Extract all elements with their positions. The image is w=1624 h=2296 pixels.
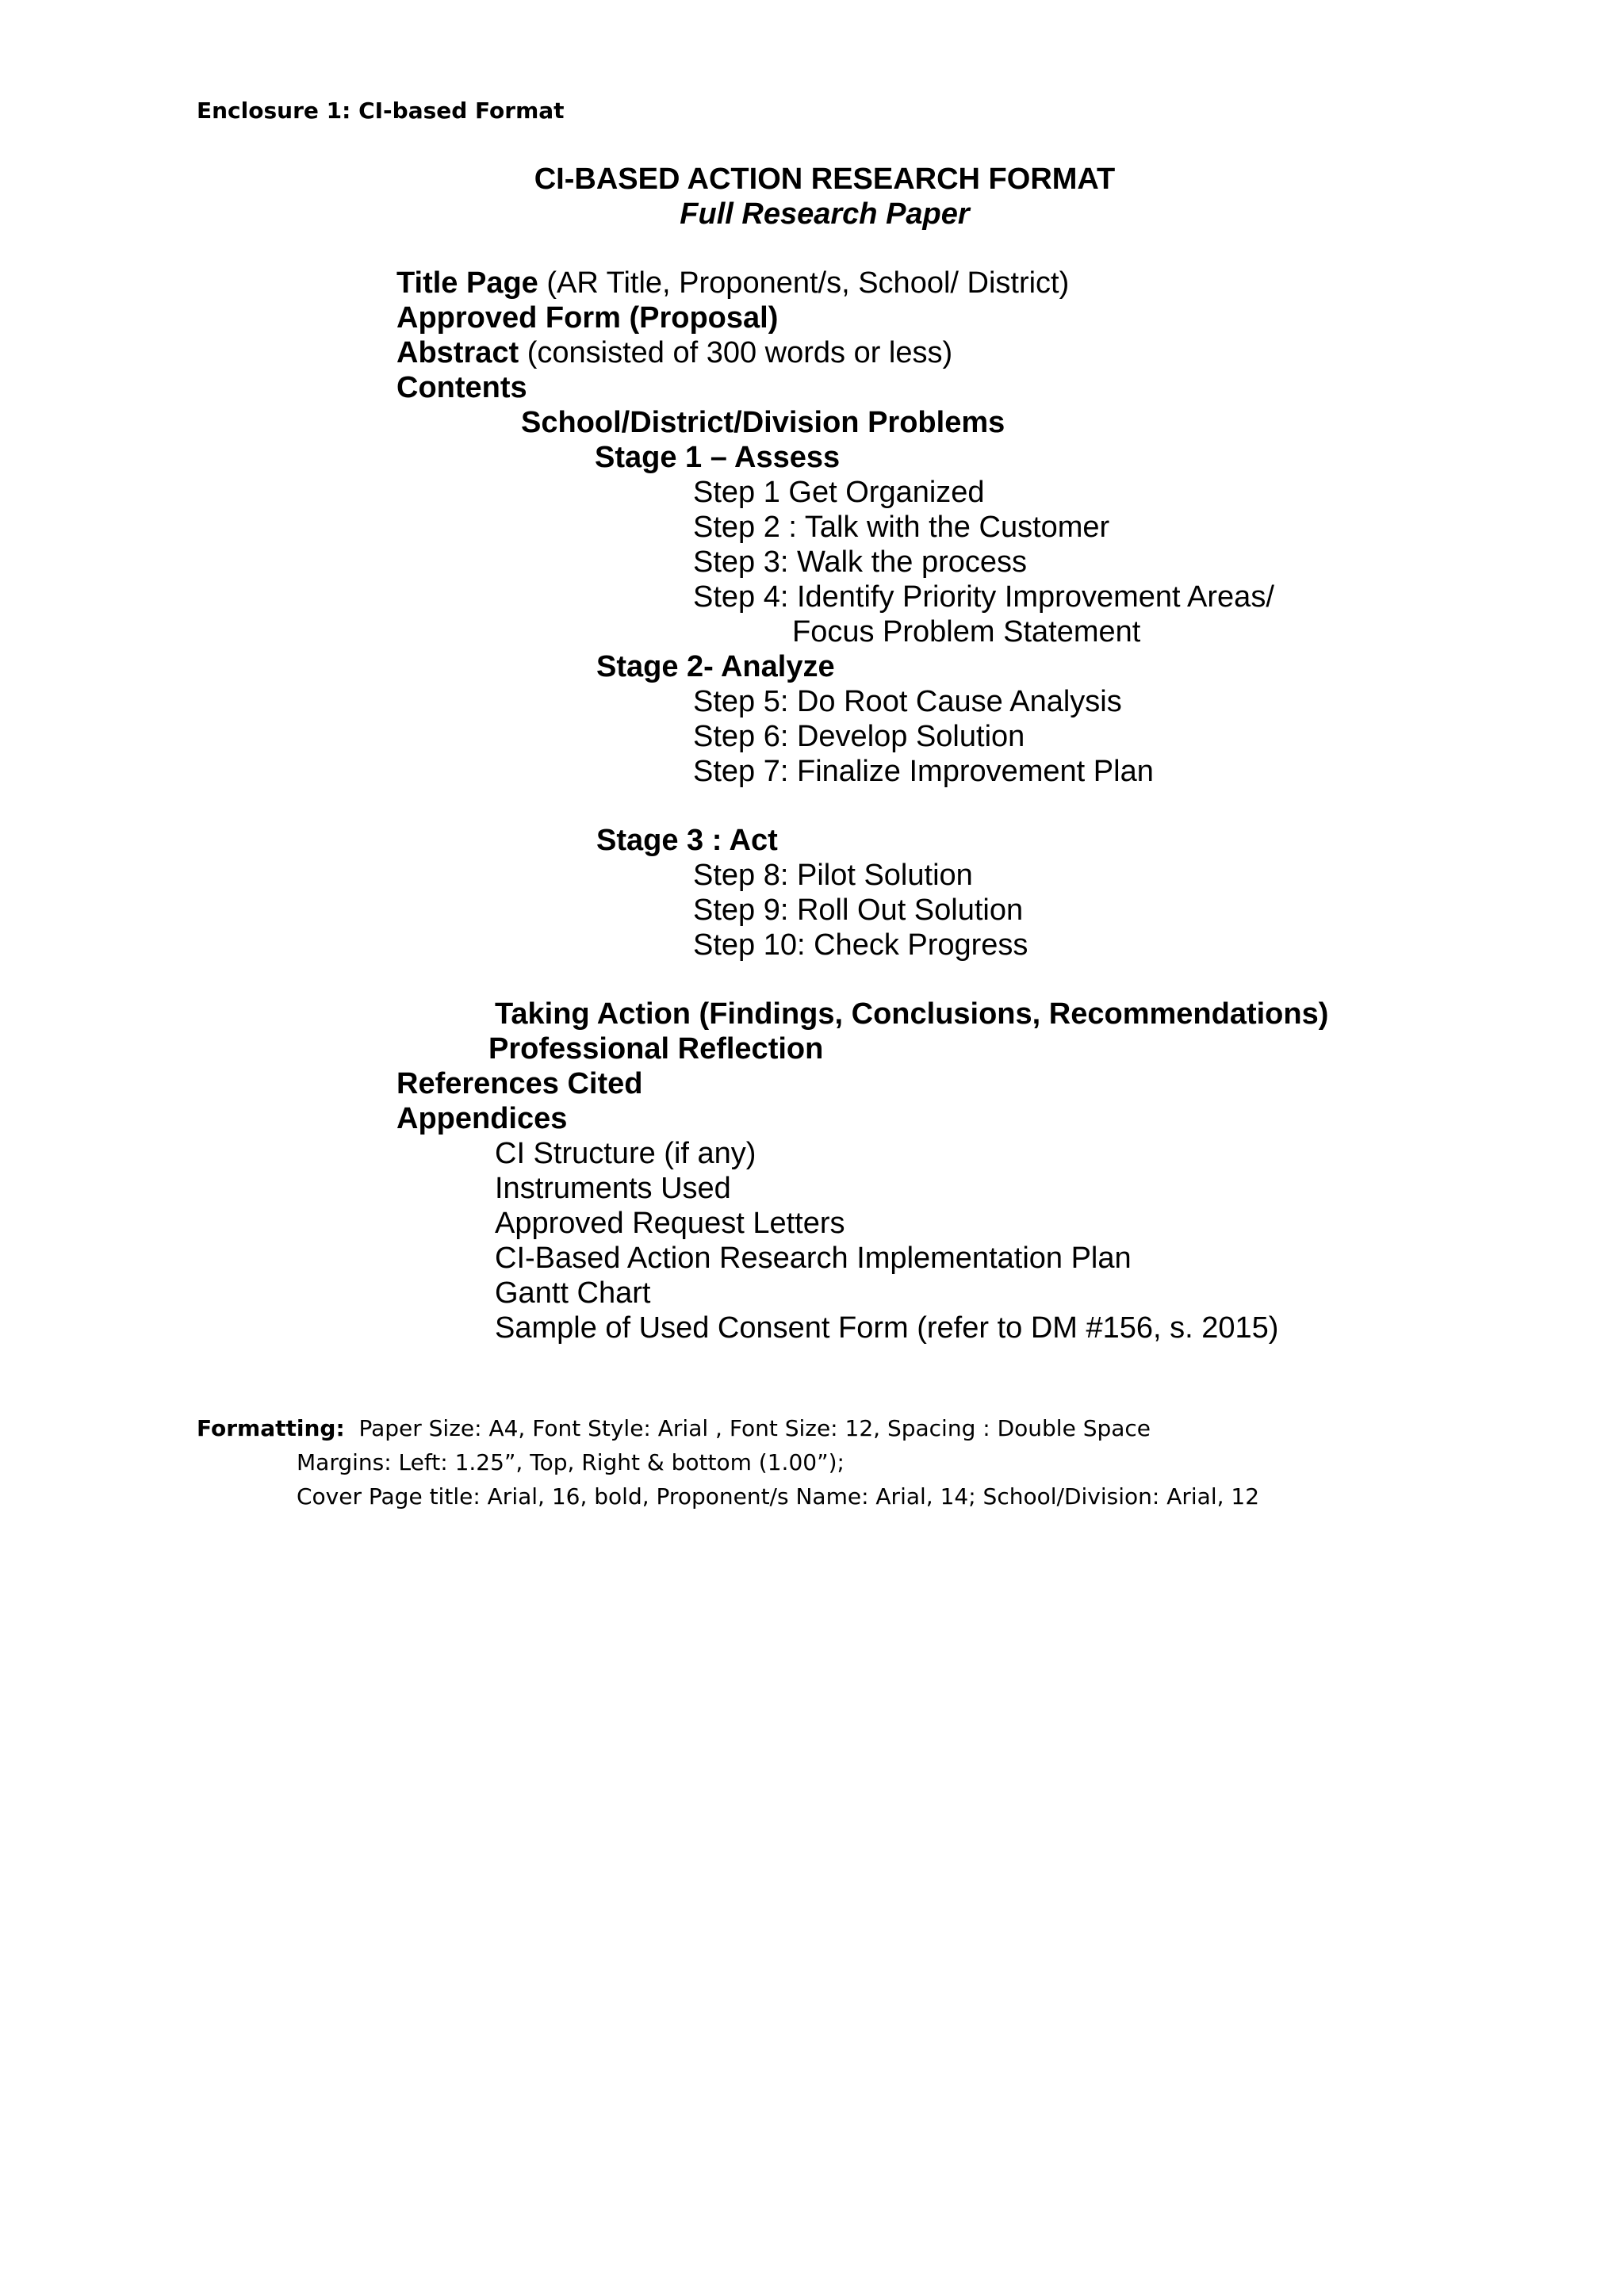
taking-action-heading: Taking Action (Findings, Conclusions, Recommendations) <box>495 997 1329 1031</box>
appendix-item: Instruments Used <box>495 1172 731 1205</box>
stage1-step: Step 4: Identify Priority Improvement Areas/ <box>693 580 1274 614</box>
title-page-detail: (AR Title, Proponent/s, School/ District) <box>538 266 1070 300</box>
formatting-line3: Cover Page title: Arial, 16, bold, Proponent/s Name: Arial, 14; School/Division: Arial, 12 <box>297 1483 1260 1510</box>
formatting-line <box>197 1414 1151 1443</box>
stage2-step: Step 6: Develop Solution <box>693 720 1025 753</box>
stage2-heading: Stage 2- Analyze <box>596 650 835 683</box>
stage2-step: Step 7: Finalize Improvement Plan <box>693 755 1154 788</box>
formatting-label: Formatting: <box>197 1415 345 1441</box>
formatting-line2: Margins: Left: 1.25”, Top, Right & bottom (1.00”); <box>297 1449 845 1475</box>
document-subtitle: Full Research Paper <box>680 197 970 231</box>
appendix-item: Approved Request Letters <box>495 1207 845 1240</box>
stage3-heading: Stage 3 : Act <box>596 824 778 857</box>
title-page-line <box>396 266 1069 300</box>
stage1-step: Step 2 : Talk with the Customer <box>693 511 1110 544</box>
problems-heading: School/District/Division Problems <box>521 406 1005 439</box>
stage1-step-continuation: Focus Problem Statement <box>792 615 1141 649</box>
professional-reflection-heading: Professional Reflection <box>488 1032 824 1066</box>
stage1-step: Step 1 Get Organized <box>693 476 985 509</box>
abstract-detail: (consisted of 300 words or less) <box>519 336 953 369</box>
stage2-step: Step 5: Do Root Cause Analysis <box>693 685 1122 718</box>
appendix-item: Gantt Chart <box>495 1276 651 1310</box>
stage1-step: Step 3: Walk the process <box>693 545 1028 579</box>
stage1-heading: Stage 1 – Assess <box>595 441 841 474</box>
stage3-step: Step 8: Pilot Solution <box>693 859 973 892</box>
title-page-label: Title Page <box>396 266 538 300</box>
enclosure-label: Enclosure 1: CI-based Format <box>197 98 565 124</box>
appendix-item: CI Structure (if any) <box>495 1137 756 1170</box>
stage3-step: Step 9: Roll Out Solution <box>693 894 1024 927</box>
references-heading: References Cited <box>396 1067 643 1100</box>
appendix-item: CI-Based Action Research Implementation Plan <box>495 1242 1132 1275</box>
contents-heading: Contents <box>396 371 527 404</box>
abstract-label: Abstract <box>396 336 519 369</box>
formatting-line1: Paper Size: A4, Font Style: Arial , Font Size: 12, Spacing : Double Space <box>344 1415 1151 1441</box>
document-title: CI-BASED ACTION RESEARCH FORMAT <box>534 163 1116 196</box>
stage3-step: Step 10: Check Progress <box>693 928 1028 962</box>
approved-form-line: Approved Form (Proposal) <box>396 301 779 335</box>
appendix-item: Sample of Used Consent Form (refer to DM #156, s. 2015) <box>495 1311 1279 1345</box>
appendices-heading: Appendices <box>396 1102 568 1135</box>
abstract-line <box>396 335 952 370</box>
